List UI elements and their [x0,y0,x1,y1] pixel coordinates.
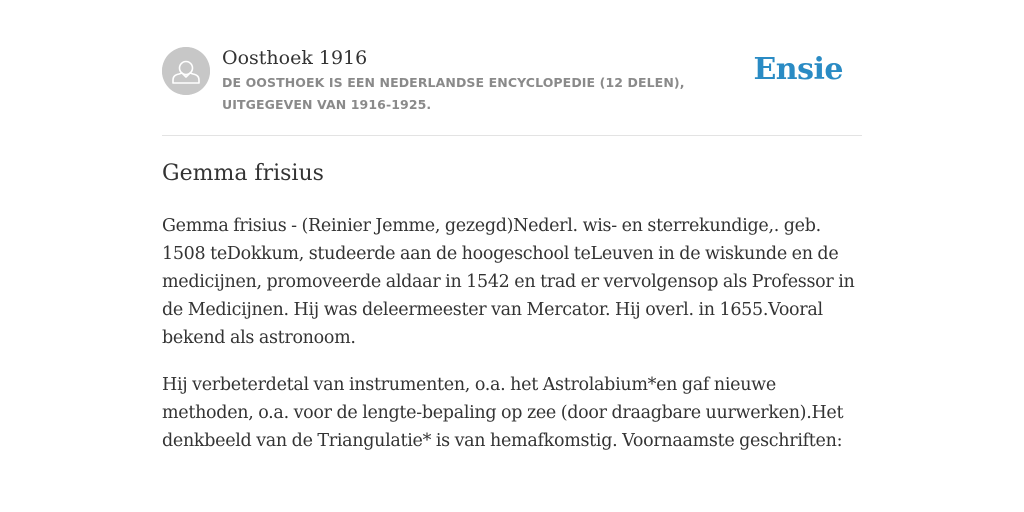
article-paragraph: Hij verbeterdetal van instrumenten, o.a. het Astrolabium*en gaf nieuwe methoden, o.a. voor de lengte-bepaling op zee (door draagbare uurwerken).Het denkbeeld van de Triangulatie* is van hemafkomstig. Voornaamste geschriften: [162,375,844,451]
source-description: DE OOSTHOEK IS EEN NEDERLANDSE ENCYCLOPEDIE (12 DELEN), UITGEGEVEN VAN 1916-1925. [222,75,685,112]
header-divider [162,135,862,136]
user-placeholder-icon [162,47,210,95]
article-body [162,212,864,474]
ensie-logo[interactable]: Ensie [753,52,843,87]
source-header [162,46,862,136]
avatar[interactable] [162,47,210,95]
article-title: Gemma frisius [162,161,324,186]
article-paragraph: Gemma frisius - (Reinier Jemme, gezegd)Nederl. wis- en sterrekundige,. geb. 1508 teDokkum, studeerde aan de hoogeschool teLeuven in de wiskunde en de medicijnen, promoveerde aldaar in 1542 en trad er vervolgensop als Professor in de Medicijnen. Hij was deleermeester van Mercator. Hij overl. in 1655.Vooral bekend als astronoom. [162,216,855,348]
source-title[interactable]: Oosthoek 1916 [222,47,368,69]
